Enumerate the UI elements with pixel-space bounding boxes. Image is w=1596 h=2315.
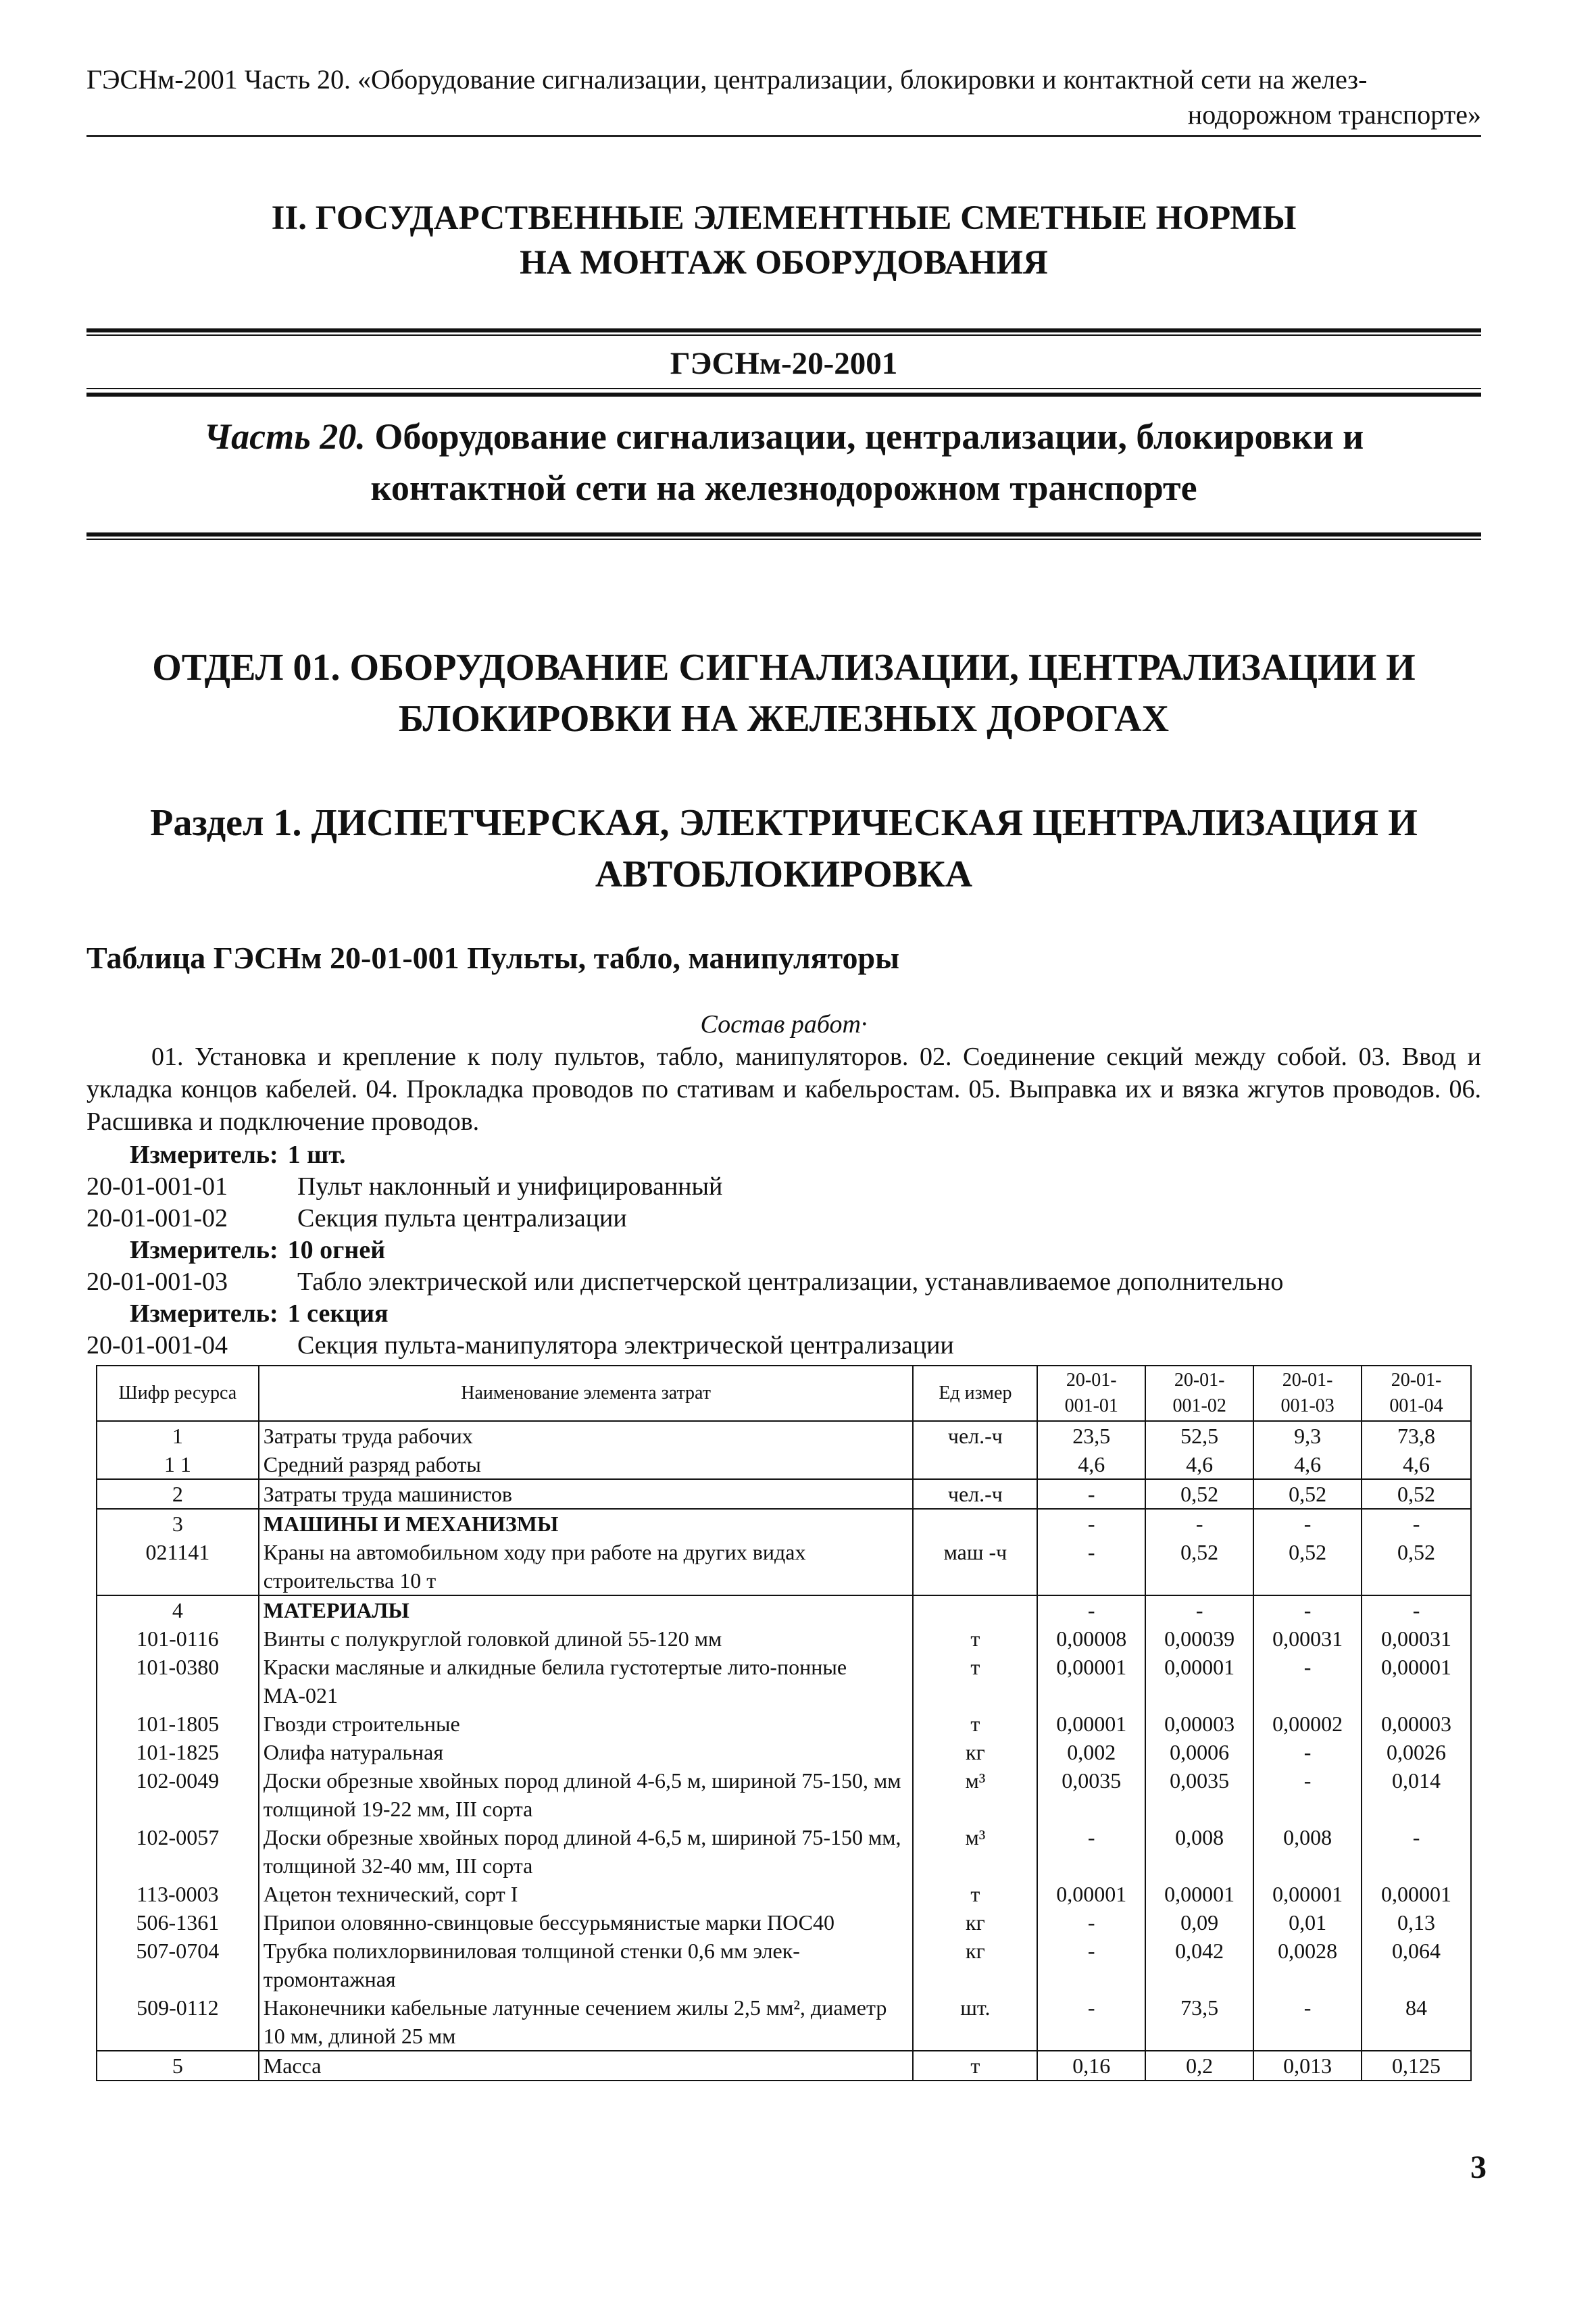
unit-cell (913, 1595, 1037, 1624)
page-number: 3 (1470, 2149, 1487, 2185)
meter-label: Измеритель: (130, 1299, 278, 1328)
part-title-line2: контактной сети на железнодорожном транспорте (370, 468, 1197, 508)
meter-value: 10 огней (287, 1236, 386, 1264)
section-title-line2: НА МОНТАЖ ОБОРУДОВАНИЯ (520, 244, 1048, 282)
unit-cell: шт. (913, 1993, 1037, 2051)
unit-cell: м³ (913, 1766, 1037, 1823)
resource-name-cell: Ацетон технический, сорт I (259, 1880, 914, 1908)
value-cell: - (1253, 1595, 1362, 1624)
value-cell: - (1253, 1509, 1362, 1538)
value-cell: - (1037, 1538, 1145, 1595)
resource-name-cell: Доски обрезные хвойных пород длиной 4-6,5 м, шириной 75-150, мм толщиной 19-22 мм, III сорта (259, 1766, 914, 1823)
section-title (86, 196, 1481, 285)
value-cell: 0,0006 (1145, 1738, 1253, 1766)
table-row (97, 1710, 1471, 1738)
header-rule (86, 135, 1481, 137)
meter-line (86, 1298, 1481, 1330)
unit-cell: т (913, 1624, 1037, 1653)
meter-line (86, 1235, 1481, 1266)
table-row (97, 1450, 1471, 1479)
value-cell: - (1037, 1908, 1145, 1937)
resource-code-cell: 507-0704 (97, 1937, 259, 1993)
value-cell: 0,008 (1253, 1823, 1362, 1880)
norm-code: 20-01-001-03 (86, 1268, 228, 1296)
unit-cell: кг (913, 1937, 1037, 1993)
value-cell: 0,0026 (1362, 1738, 1471, 1766)
value-cell: 0,00039 (1145, 1624, 1253, 1653)
part-title-line1: Оборудование сигнализации, централизации, блокировки и (365, 416, 1364, 457)
unit-cell: чел.-ч (913, 1421, 1037, 1450)
value-cell: 0,00008 (1037, 1624, 1145, 1653)
norm-name: Табло электрической или диспетчерской централизации, устанавливаемое дополнительно (297, 1268, 1284, 1296)
code-title: ГЭСНм-20-2001 (670, 346, 898, 381)
column-header: Шифр ресурса (97, 1366, 259, 1421)
resource-code-cell: 102-0057 (97, 1823, 259, 1880)
rule-mid-thin (86, 388, 1481, 389)
value-cell: 84 (1362, 1993, 1471, 2051)
value-cell: 23,5 (1037, 1421, 1145, 1450)
value-cell: 0,52 (1362, 1538, 1471, 1595)
resource-code-cell: 1 1 (97, 1450, 259, 1479)
norm-code: 20-01-001-02 (86, 1204, 228, 1233)
razdel-title-line1: Раздел 1. ДИСПЕТЧЕРСКАЯ, ЭЛЕКТРИЧЕСКАЯ ЦЕНТРАЛИЗАЦИЯ И (150, 802, 1418, 844)
resource-code-cell: 509-0112 (97, 1993, 259, 2051)
table-row (97, 1823, 1471, 1880)
column-header: 20-01- 001-02 (1145, 1366, 1253, 1421)
value-cell: 4,6 (1362, 1450, 1471, 1479)
resource-name-cell: Наконечники кабельные латунные сечением жилы 2,5 мм², диаметр 10 мм, длиной 25 мм (259, 1993, 914, 2051)
table-row (97, 1538, 1471, 1595)
department-title-line1: ОТДЕЛ 01. ОБОРУДОВАНИЕ СИГНАЛИЗАЦИИ, ЦЕНТРАЛИЗАЦИИ И (152, 647, 1416, 689)
value-cell: 0,00001 (1362, 1880, 1471, 1908)
department-title-line2: БЛОКИРОВКИ НА ЖЕЛЕЗНЫХ ДОРОГАХ (398, 698, 1170, 740)
resource-name-cell: МАТЕРИАЛЫ (259, 1595, 914, 1624)
resource-name-cell: Краски масляные и алкидные белила густотертые лито-понные МА-021 (259, 1653, 914, 1710)
value-cell: 0,00001 (1037, 1653, 1145, 1710)
table-row (97, 1509, 1471, 1538)
unit-cell (913, 1509, 1037, 1538)
resource-name-cell: Винты с полукруглой головкой длиной 55-120 мм (259, 1624, 914, 1653)
value-cell: 0,064 (1362, 1937, 1471, 1993)
resource-code-cell: 3 (97, 1509, 259, 1538)
value-cell: 0,00001 (1253, 1880, 1362, 1908)
running-header-line2: нодорожном транспорте» (1187, 99, 1481, 130)
value-cell: 0,0028 (1253, 1937, 1362, 1993)
value-cell: 0,00001 (1145, 1653, 1253, 1710)
running-header (86, 62, 1481, 132)
value-cell: 4,6 (1253, 1450, 1362, 1479)
column-header: 20-01- 001-03 (1253, 1366, 1362, 1421)
column-header: Наименование элемента затрат (259, 1366, 914, 1421)
value-cell: 0,00001 (1037, 1710, 1145, 1738)
work-composition-heading: Состав работ· (700, 1010, 868, 1039)
value-cell: - (1362, 1509, 1471, 1538)
resource-name-cell: Затраты труда рабочих (259, 1421, 914, 1450)
razdel-title-line2: АВТОБЛОКИРОВКА (595, 853, 973, 895)
column-header: 20-01- 001-04 (1362, 1366, 1471, 1421)
norm-code-line (86, 1330, 1481, 1362)
norm-code: 20-01-001-04 (86, 1331, 228, 1360)
value-cell: - (1362, 1595, 1471, 1624)
unit-cell: кг (913, 1738, 1037, 1766)
rule-bottom-thin (86, 539, 1481, 540)
resource-name-cell: Средний разряд работы (259, 1450, 914, 1479)
value-cell: 0,0035 (1037, 1766, 1145, 1823)
unit-cell: т (913, 1880, 1037, 1908)
value-cell: - (1037, 1993, 1145, 2051)
meter-value: 1 шт. (287, 1141, 346, 1169)
value-cell: 0,52 (1145, 1538, 1253, 1595)
norm-name: Пульт наклонный и унифицированный (297, 1172, 723, 1201)
value-cell: 0,00003 (1362, 1710, 1471, 1738)
table-row (97, 1653, 1471, 1710)
resource-name-cell: Краны на автомобильном ходу при работе на других видах строительства 10 т (259, 1538, 914, 1595)
table-body (97, 1421, 1471, 2081)
value-cell: 4,6 (1037, 1450, 1145, 1479)
norm-code-line (86, 1171, 1481, 1203)
value-cell: 0,00001 (1362, 1653, 1471, 1710)
meter-label: Измеритель: (130, 1141, 278, 1169)
value-cell: 0,52 (1362, 1479, 1471, 1509)
value-cell: 0,00031 (1362, 1624, 1471, 1653)
rule-mid-thick (86, 393, 1481, 397)
value-cell: 0,00001 (1145, 1880, 1253, 1908)
resource-name-cell: Олифа натуральная (259, 1738, 914, 1766)
section-title-line1: II. ГОСУДАРСТВЕННЫЕ ЭЛЕМЕНТНЫЕ СМЕТНЫЕ НОРМЫ (271, 199, 1297, 237)
value-cell: 73,8 (1362, 1421, 1471, 1450)
meter-label: Измеритель: (130, 1236, 278, 1264)
resource-code-cell: 2 (97, 1479, 259, 1509)
table-row (97, 1479, 1471, 1509)
value-cell: - (1253, 1653, 1362, 1710)
value-cell: 0,00003 (1145, 1710, 1253, 1738)
value-cell: 73,5 (1145, 1993, 1253, 2051)
norm-code-line (86, 1266, 1481, 1298)
value-cell: 0,00002 (1253, 1710, 1362, 1738)
value-cell: 0,16 (1037, 2051, 1145, 2081)
resource-code-cell: 113-0003 (97, 1880, 259, 1908)
resource-code-cell: 101-0116 (97, 1624, 259, 1653)
value-cell: 0,125 (1362, 2051, 1471, 2081)
resource-name-cell: Припои оловянно-свинцовые бессурьмянистые марки ПОС40 (259, 1908, 914, 1937)
table-row (97, 1766, 1471, 1823)
value-cell: - (1362, 1823, 1471, 1880)
rule-bottom-thick (86, 532, 1481, 537)
value-cell: 52,5 (1145, 1421, 1253, 1450)
value-cell: 0,014 (1362, 1766, 1471, 1823)
norm-name: Секция пульта-манипулятора электрической централизации (297, 1331, 954, 1360)
value-cell: 0,52 (1253, 1538, 1362, 1595)
value-cell: - (1253, 1738, 1362, 1766)
unit-cell: т (913, 1653, 1037, 1710)
value-cell: 0,09 (1145, 1908, 1253, 1937)
value-cell: 0,0035 (1145, 1766, 1253, 1823)
resource-name-cell: Масса (259, 2051, 914, 2081)
unit-cell (913, 1450, 1037, 1479)
table-row (97, 1624, 1471, 1653)
department-title (86, 642, 1481, 745)
resource-code-cell: 102-0049 (97, 1766, 259, 1823)
unit-cell: м³ (913, 1823, 1037, 1880)
table-row (97, 1421, 1471, 1450)
table-row (97, 1595, 1471, 1624)
norm-name: Секция пульта централизации (297, 1204, 627, 1233)
resource-table (96, 1365, 1472, 2081)
value-cell: 0,13 (1362, 1908, 1471, 1937)
table-row (97, 1908, 1471, 1937)
meter-list (86, 1139, 1481, 1362)
value-cell: 4,6 (1145, 1450, 1253, 1479)
razdel-title (86, 797, 1481, 900)
value-cell: 9,3 (1253, 1421, 1362, 1450)
column-header: Ед измер (913, 1366, 1037, 1421)
value-cell: 0,2 (1145, 2051, 1253, 2081)
resource-code-cell: 021141 (97, 1538, 259, 1595)
table-row (97, 1880, 1471, 1908)
value-cell: - (1037, 1937, 1145, 1993)
rule-top-thick (86, 328, 1481, 332)
unit-cell: т (913, 2051, 1037, 2081)
part-title-number: Часть 20. (203, 416, 366, 457)
value-cell: - (1037, 1823, 1145, 1880)
meter-value: 1 секция (287, 1299, 389, 1328)
value-cell: - (1253, 1766, 1362, 1823)
value-cell: - (1145, 1595, 1253, 1624)
resource-code-cell: 101-1805 (97, 1710, 259, 1738)
resource-code-cell: 101-0380 (97, 1653, 259, 1710)
value-cell: - (1253, 1993, 1362, 2051)
resource-name-cell: Доски обрезные хвойных пород длиной 4-6,5 м, шириной 75-150 мм, толщиной 32-40 мм, III сорта (259, 1823, 914, 1880)
unit-cell: маш -ч (913, 1538, 1037, 1595)
value-cell: 0,01 (1253, 1908, 1362, 1937)
running-header-line1: ГЭСНм-2001 Часть 20. «Оборудование сигнализации, централизации, блокировки и контактной сети на желез- (86, 64, 1368, 95)
work-composition-text: 01. Установка и крепление к полу пультов, табло, манипуляторов. 02. Соединение секций между собой. 03. Ввод и укладка концов кабелей. 04. Прокладка проводов по стативам и кабельростам. 05. Выправка их и вязка жгутов проводов. 06. Расшивка и подключение проводов. (86, 1043, 1481, 1136)
value-cell: 0,042 (1145, 1937, 1253, 1993)
resource-code-cell: 4 (97, 1595, 259, 1624)
table-row (97, 2051, 1471, 2081)
rule-top-thin (86, 334, 1481, 336)
table-row (97, 1993, 1471, 2051)
resource-name-cell: Затраты труда машинистов (259, 1479, 914, 1509)
value-cell: - (1145, 1509, 1253, 1538)
table-row (97, 1738, 1471, 1766)
meter-line (86, 1139, 1481, 1171)
value-cell: 0,00001 (1037, 1880, 1145, 1908)
unit-cell: т (913, 1710, 1037, 1738)
norm-code-line (86, 1203, 1481, 1235)
part-title (86, 411, 1481, 514)
value-cell: 0,002 (1037, 1738, 1145, 1766)
resource-name-cell: МАШИНЫ И МЕХАНИЗМЫ (259, 1509, 914, 1538)
value-cell: - (1037, 1595, 1145, 1624)
unit-cell: кг (913, 1908, 1037, 1937)
unit-cell: чел.-ч (913, 1479, 1037, 1509)
column-header: 20-01- 001-01 (1037, 1366, 1145, 1421)
value-cell: 0,008 (1145, 1823, 1253, 1880)
value-cell: 0,52 (1145, 1479, 1253, 1509)
norm-code: 20-01-001-01 (86, 1172, 228, 1201)
value-cell: - (1037, 1509, 1145, 1538)
resource-name-cell: Трубка полихлорвиниловая толщиной стенки 0,6 мм элек-тромонтажная (259, 1937, 914, 1993)
resource-code-cell: 1 (97, 1421, 259, 1450)
table-header-row (97, 1366, 1471, 1421)
value-cell: - (1037, 1479, 1145, 1509)
value-cell: 0,013 (1253, 2051, 1362, 2081)
resource-name-cell: Гвозди строительные (259, 1710, 914, 1738)
value-cell: 0,52 (1253, 1479, 1362, 1509)
resource-code-cell: 101-1825 (97, 1738, 259, 1766)
resource-code-cell: 506-1361 (97, 1908, 259, 1937)
resource-code-cell: 5 (97, 2051, 259, 2081)
value-cell: 0,00031 (1253, 1624, 1362, 1653)
table-row (97, 1937, 1471, 1993)
table-title: Таблица ГЭСНм 20-01-001 Пульты, табло, манипуляторы (86, 941, 900, 975)
